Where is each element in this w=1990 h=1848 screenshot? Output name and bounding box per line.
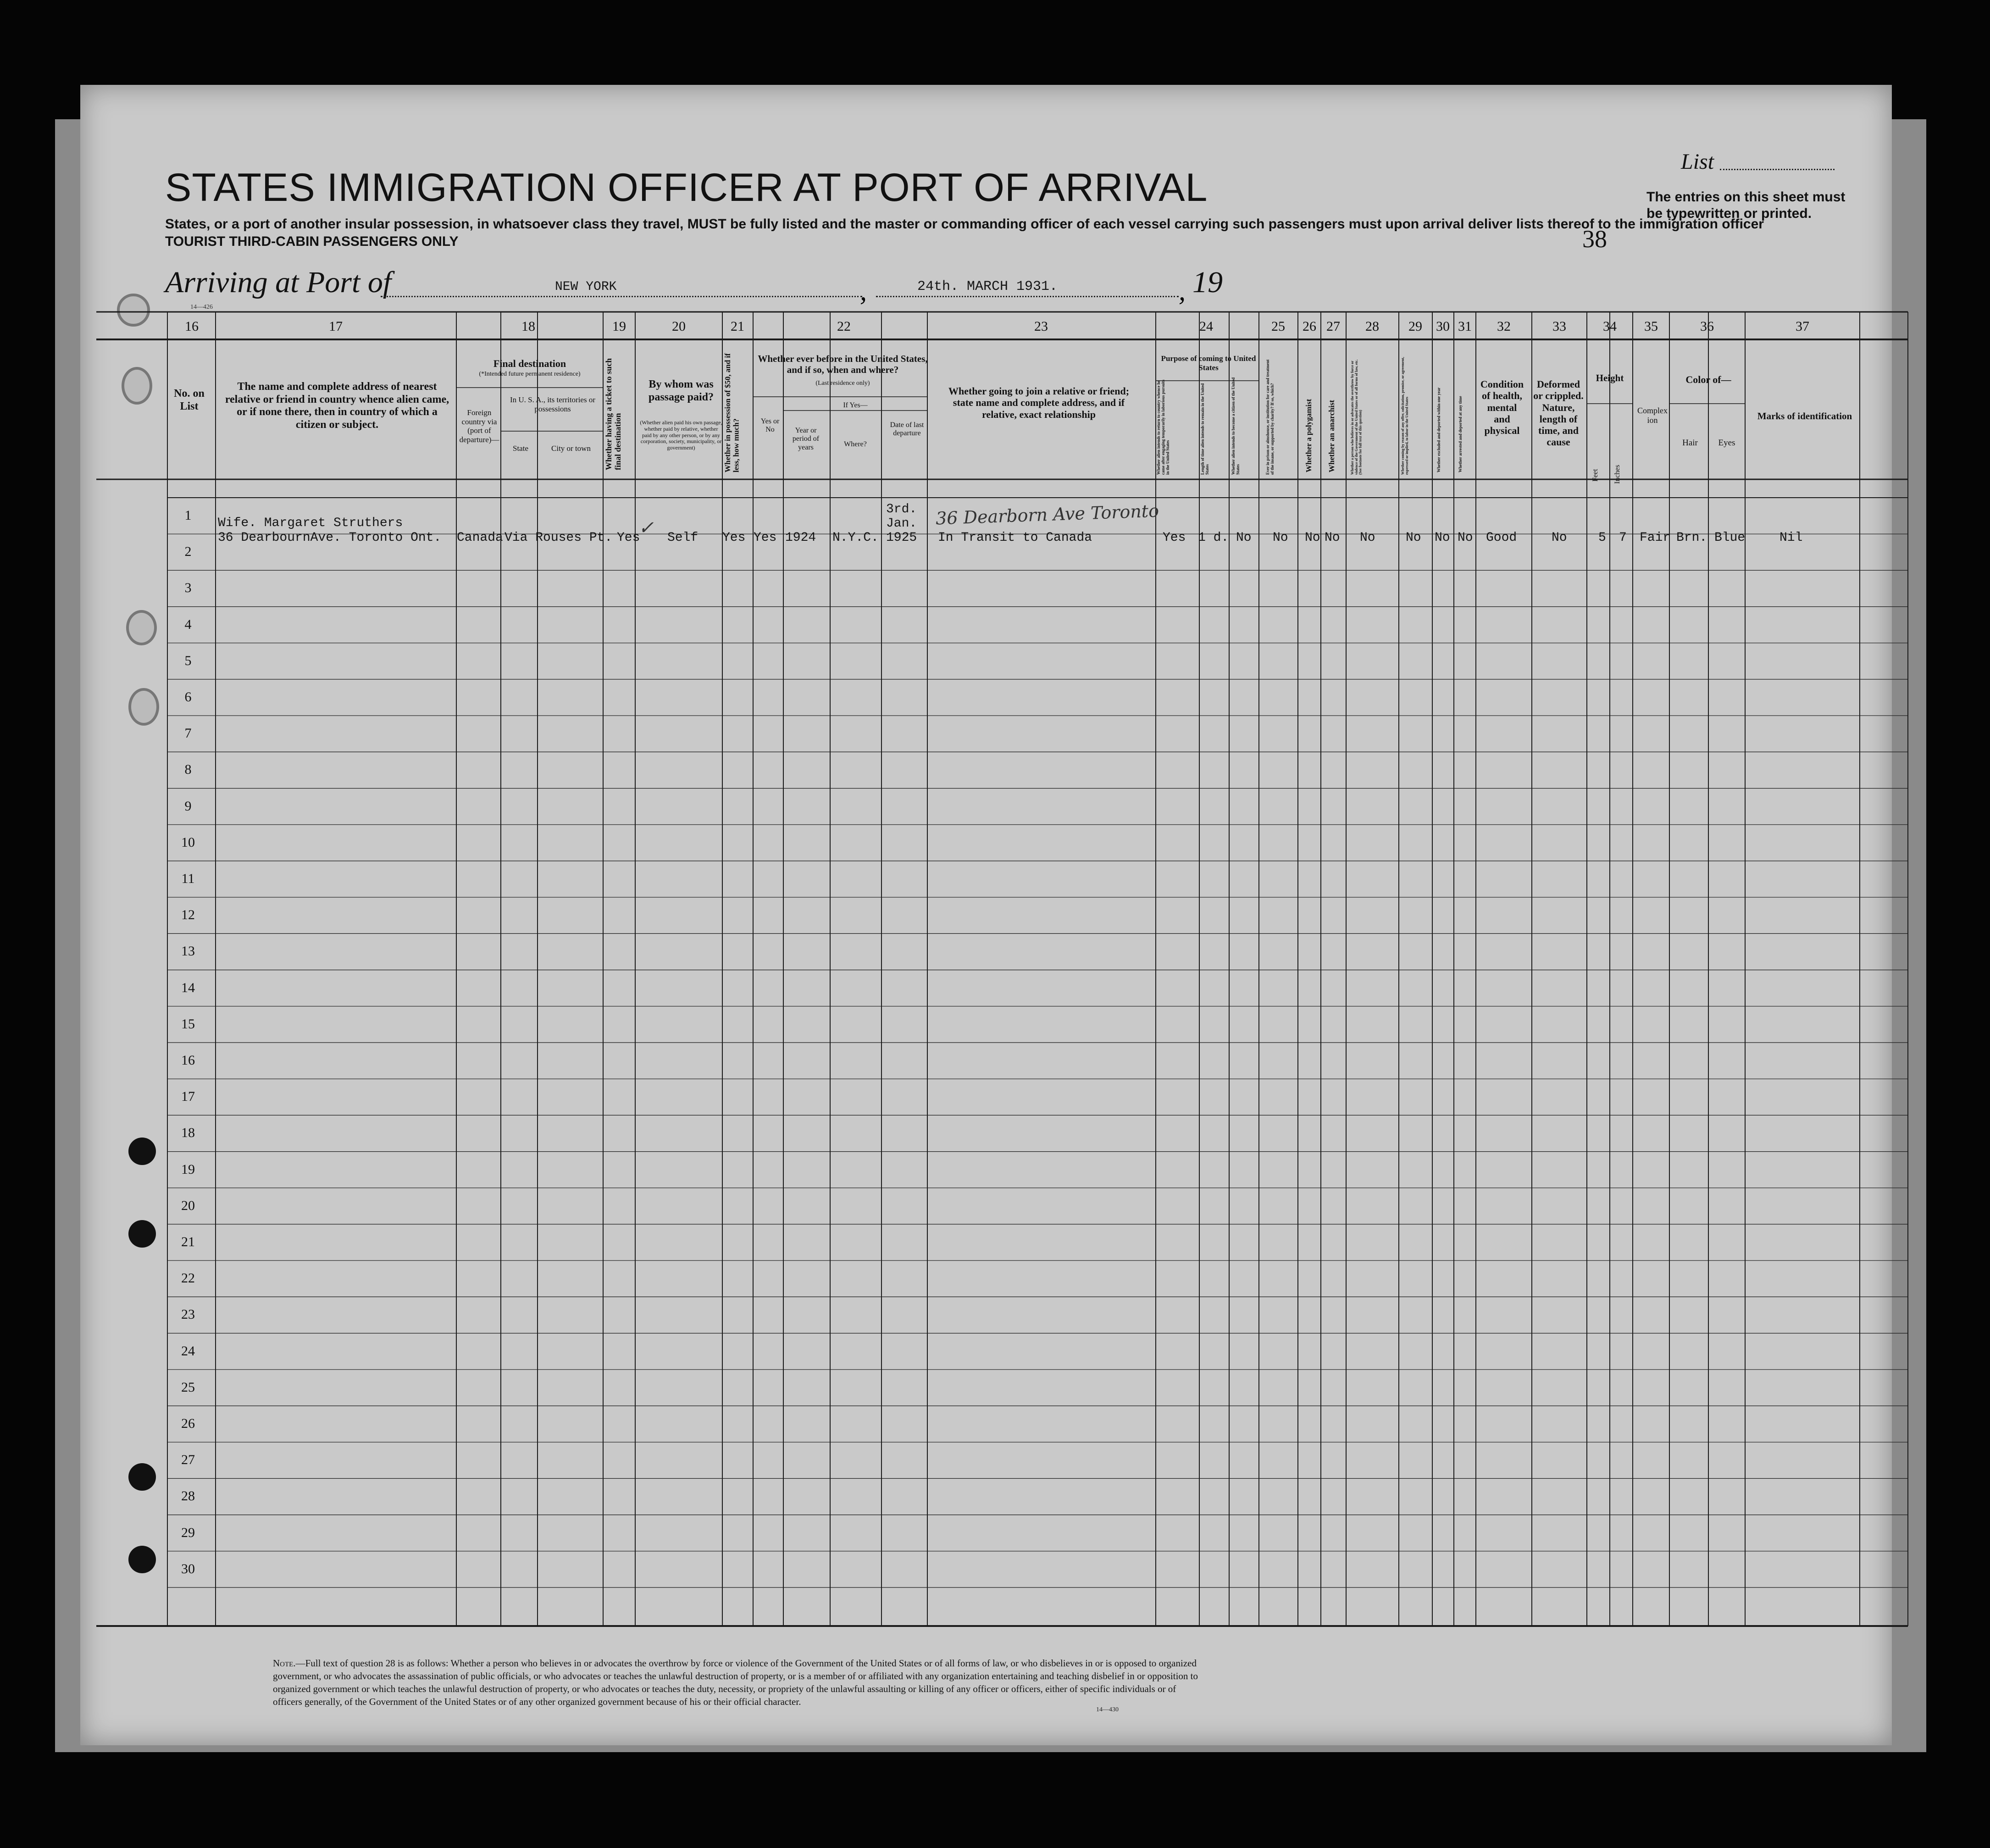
col28-header: Whether a person who believes in or advocates the overthrow by force or violence of the Government of the United States or of all forms of law, etc. (See footnote for full text of this question) — [1350, 359, 1363, 475]
join-typed: In Transit to Canada — [938, 531, 1092, 545]
col24-a-header: Whether alien intends to return to country whence he came after engaging temporarily in laborious pursuits in the United States — [1156, 379, 1170, 475]
col22-yesno-header: Yes or No — [760, 417, 780, 434]
row-number: 16 — [181, 1053, 195, 1068]
row-number: 10 — [181, 834, 195, 850]
col18-header-title: Final destination — [493, 358, 566, 369]
length-of-stay: 1 d. — [1198, 531, 1229, 545]
column-number: 34 — [1603, 319, 1617, 334]
height-feet: 5 — [1598, 531, 1606, 545]
col22-date-header: Date of last departure — [890, 421, 924, 438]
labor-offer: No — [1406, 531, 1421, 545]
col16-header: No. on List — [174, 388, 205, 412]
row-number: 3 — [184, 580, 192, 596]
before-in-us: Yes — [754, 531, 777, 545]
col22-where-header: Where? — [844, 440, 867, 448]
citizen-intent: No — [1236, 531, 1252, 545]
height-inches: 7 — [1619, 531, 1627, 545]
row-number: 27 — [181, 1452, 195, 1468]
col24-header-title: Purpose of coming to United States — [1161, 354, 1256, 372]
col26-header: Whether a polygamist — [1304, 399, 1313, 472]
col37-header: Marks of identification — [1757, 411, 1852, 422]
col27-header: Whether an anarchist — [1327, 400, 1336, 472]
col20-header-sub: (Whether alien paid his own passage, whether paid by relative, whether paid by any other person, or by any corporation, society, municipality, or government) — [640, 419, 722, 451]
join-handwritten-address: 36 Dearborn Ave Toronto — [935, 500, 1159, 529]
row-number: 24 — [181, 1343, 195, 1359]
identification-marks: Nil — [1779, 531, 1803, 545]
last-departure-day: 3rd. — [886, 502, 917, 516]
row-number: 15 — [181, 1016, 195, 1032]
row-number: 1 — [184, 508, 192, 523]
port-value: NEW YORK — [555, 280, 617, 294]
arrested: No — [1458, 531, 1473, 545]
row-number: 30 — [181, 1561, 195, 1576]
column-number: 30 — [1436, 319, 1450, 334]
row-number: 22 — [181, 1271, 195, 1286]
row-number: 8 — [184, 762, 192, 777]
column-number: 16 — [185, 319, 199, 334]
col24-c-header: Whether alien intends to become a citizen of the United States — [1231, 377, 1240, 475]
column-number: 17 — [329, 319, 343, 334]
row-number: 20 — [181, 1198, 195, 1213]
relative-address: 36 DearbournAve. Toronto Ont. — [218, 531, 442, 545]
column-number: 37 — [1796, 319, 1809, 334]
col18-usa-header: In U. S. A., its territories or possessions — [510, 395, 596, 413]
column-number: 26 — [1303, 319, 1316, 334]
row-number: 25 — [181, 1379, 195, 1395]
footnote — [273, 1657, 1199, 1708]
hair-color: Brn. — [1676, 531, 1707, 545]
col34-inches-header: Inches — [1613, 465, 1621, 484]
form-number-top: 14—426 — [190, 304, 213, 311]
year-label: 19 — [1192, 266, 1223, 299]
column-number: 36 — [1700, 319, 1714, 334]
footnote-label: Note. — [273, 1658, 296, 1669]
column-number: 21 — [731, 319, 744, 334]
row-number: 11 — [181, 871, 195, 886]
ticket-check-mark: ✓ — [638, 517, 654, 538]
row-number: 5 — [184, 653, 192, 668]
page-title: STATES IMMIGRATION OFFICER AT PORT OF ARRIVAL — [165, 166, 1208, 210]
form-number-bottom: 14—430 — [1096, 1706, 1119, 1713]
col31-header: Whether arrested and deported at any time — [1458, 396, 1463, 472]
arriving-label: Arriving at Port of — [165, 266, 392, 299]
row-number: 4 — [184, 616, 192, 632]
column-number: 24 — [1199, 319, 1213, 334]
column-number: 23 — [1034, 319, 1048, 334]
list-label: List — [1681, 150, 1714, 174]
relative-name: Wife. Margaret Struthers — [218, 516, 403, 530]
row-number: 2 — [184, 544, 192, 560]
prison: No — [1273, 531, 1288, 545]
col34-feet-header: Feet — [1591, 469, 1599, 482]
row-number: 19 — [181, 1161, 195, 1177]
row-number: 14 — [181, 980, 195, 995]
comma: , — [860, 276, 867, 306]
deformed: No — [1552, 531, 1567, 545]
sheet-number: 38 — [1582, 225, 1607, 253]
destination-state: Via Rouses Pt. — [504, 531, 613, 545]
row-number: 29 — [181, 1525, 195, 1540]
col22-ifyes-header: If Yes— — [843, 401, 868, 409]
last-departure-month: Jan. — [886, 516, 917, 531]
row-number: 23 — [181, 1307, 195, 1322]
col36-hair-header: Hair — [1682, 438, 1698, 448]
complexion: Fair — [1640, 531, 1671, 545]
excluded: No — [1435, 531, 1450, 545]
row-number: 13 — [181, 943, 195, 959]
entries-note-line: The entries on this sheet must — [1646, 189, 1846, 205]
column-number: 18 — [521, 319, 535, 334]
col18-state-header: State — [513, 444, 528, 453]
col29-header: Whether coming by reason of any offer, solicitation, promise, or agreement, expressed or implied, to labor in the United States — [1401, 357, 1409, 475]
entries-note-line: be typewritten or printed. — [1646, 206, 1812, 221]
col35-header: Complexion — [1637, 406, 1668, 425]
column-number: 31 — [1458, 319, 1472, 334]
col25-header: Ever in prison or almshouse, or institution for care and treatment of the insane, or supported by charity? If so, which? — [1265, 359, 1275, 475]
col19-header: Whether having a ticket to such final destination — [604, 358, 622, 470]
row-number: 21 — [181, 1234, 195, 1249]
passenger-class-line: TOURIST THIRD-CABIN PASSENGERS ONLY — [165, 234, 459, 249]
col22-year-header: Year or period of years — [792, 427, 820, 451]
footnote-text: —Full text of question 28 is as follows: Whether a person who believes in or advocates the overthrow by force or violence of the Government of the United States or of all forms of law, or who disbelieves in or is opposed to organized government, or who advocates the assassination of public officials, or who advocates or teaches the unlawful destruction of property, or is a member of or affiliated with any organization entertaining and teaching disbelief in or opposition to organized government or which teaches the unlawful destruction of property, or who advocates or teaches the duty, necessity, or propriety of the unlawful assaulting or killing of any officer or officers, either of specific individuals or of officers generally, of the Government of the United States or of any other organized government because of his or their official character. — [273, 1658, 1198, 1707]
col21-header: Whether in possession of $50, and if less, how much? — [723, 353, 741, 472]
row-number: 9 — [184, 798, 192, 814]
row-number: 28 — [181, 1488, 195, 1504]
column-number: 20 — [672, 319, 686, 334]
overthrow: No — [1360, 531, 1375, 545]
col23-header: Whether going to join a relative or friend; state name and complete address, and if relative, exact relationship — [948, 385, 1130, 420]
column-number: 19 — [612, 319, 626, 334]
row-number: 12 — [181, 907, 195, 923]
date-value: 24th. MARCH 1931. — [917, 279, 1058, 294]
column-number: 35 — [1644, 319, 1658, 334]
passage-paid: Self — [667, 531, 698, 545]
col18-foreign-header: Foreign country via (port of departure)— — [459, 408, 499, 444]
has-50-value: Yes — [722, 531, 746, 545]
instructions-line: States, or a port of another insular possession, in whatsoever class they travel, MUST be fully listed and the master or commanding officer of each vessel carrying such passengers must upon arrival deliver lists thereof to the immigration officer — [165, 216, 1764, 232]
anarchist: No — [1325, 531, 1340, 545]
polygamist: No — [1305, 531, 1320, 545]
col17-header: The name and complete address of nearest relative or friend in country whence alien came, or if none there, then in country of which a citizen or subject. — [225, 381, 449, 431]
row-number: 7 — [184, 726, 192, 741]
col24-b-header: Length of time alien intends to remain in the United States — [1200, 383, 1209, 475]
row-number: 26 — [181, 1416, 195, 1431]
foreign-country: Canada — [457, 531, 503, 545]
return-intent: Yes — [1163, 531, 1186, 545]
last-departure-year: 1925 — [886, 531, 917, 545]
comma: , — [1179, 276, 1186, 306]
column-number: 28 — [1365, 319, 1379, 334]
ticket-value: Yes — [617, 531, 640, 545]
col36-eyes-header: Eyes — [1718, 438, 1735, 448]
col32-header: Condition of health, mental and physical — [1480, 378, 1524, 437]
col30-header: Whether excluded and deported within one year — [1436, 387, 1441, 472]
col33-header: Deformed or crippled. Nature, length of time, and cause — [1533, 378, 1584, 448]
col22-header-sub: (Last residence only) — [815, 380, 870, 387]
where-in-us: N.Y.C. — [832, 531, 879, 545]
row-number: 6 — [184, 689, 192, 705]
col18-header-sub: (*Intended future permanent residence) — [479, 371, 581, 377]
col22-header-title: Whether ever before in the United States, and if so, when and where? — [758, 353, 928, 376]
col20-header-title: By whom was passage paid? — [648, 378, 714, 403]
row-number: 18 — [181, 1125, 195, 1141]
row-number: 17 — [181, 1089, 195, 1104]
column-number: 29 — [1408, 319, 1422, 334]
col18-city-header: City or town — [551, 444, 591, 453]
col34-header-title: Height — [1596, 372, 1624, 383]
column-number: 25 — [1271, 319, 1285, 334]
column-number: 33 — [1552, 319, 1566, 334]
column-number: 32 — [1497, 319, 1511, 334]
health: Good — [1486, 531, 1517, 545]
year-in-us: 1924 — [785, 531, 816, 545]
column-number: 27 — [1326, 319, 1340, 334]
eye-color: Blue — [1714, 531, 1746, 545]
column-number: 22 — [837, 319, 851, 334]
col36-header-title: Color of— — [1685, 374, 1731, 385]
